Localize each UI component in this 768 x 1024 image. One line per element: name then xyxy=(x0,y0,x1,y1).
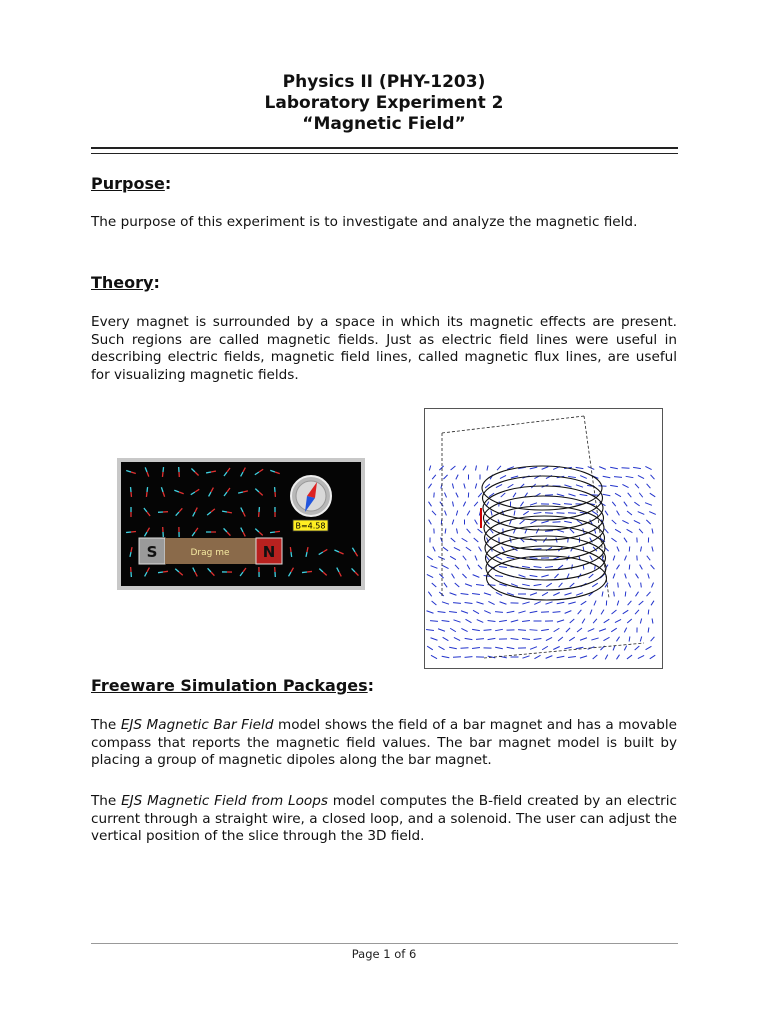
north-pole-label: N xyxy=(262,543,276,561)
footer-divider xyxy=(91,943,678,944)
course-title: Physics II (PHY-1203) xyxy=(282,72,486,92)
experiment-number: Laboratory Experiment 2 xyxy=(264,93,504,113)
bar-magnet-figure xyxy=(117,458,365,590)
purpose-heading: Purpose: xyxy=(91,174,172,193)
compass-readout: B=4.58 xyxy=(295,521,326,531)
south-pole-label: S xyxy=(146,543,158,561)
theory-heading: Theory: xyxy=(91,273,160,292)
purpose-paragraph: The purpose of this experiment is to investigate and analyze the magnetic field. xyxy=(91,214,638,230)
experiment-title: “Magnetic Field” xyxy=(302,114,466,134)
document-title xyxy=(0,72,768,135)
page-number: Page 1 of 6 xyxy=(351,947,417,961)
title-divider xyxy=(91,147,678,154)
drag-me-label: Drag me xyxy=(190,548,230,558)
theory-paragraph: Every magnet is surrounded by a space in which its magnetic effects are present. Such regions are called magnetic fields. Just as electric field lines were useful in describing electric fields, magnetic field lines, called magnetic flux lines, are useful for visualizing magnetic fields. xyxy=(91,314,677,383)
freeware-paragraph-1: The EJS Magnetic Bar Field model shows the field of a bar magnet and has a movable compass that reports the magnetic field values. The bar magnet model is built by placing a group of magnetic dipoles along the bar magnet. xyxy=(91,717,677,768)
freeware-heading: Freeware Simulation Packages: xyxy=(91,676,375,695)
freeware-paragraph-2: The EJS Magnetic Field from Loops model computes the B-field created by an electric current through a straight wire, a closed loop, and a solenoid. The user can adjust the vertical position of the slice through the 3D field. xyxy=(91,793,677,844)
loop-field-3d-figure xyxy=(424,408,663,669)
